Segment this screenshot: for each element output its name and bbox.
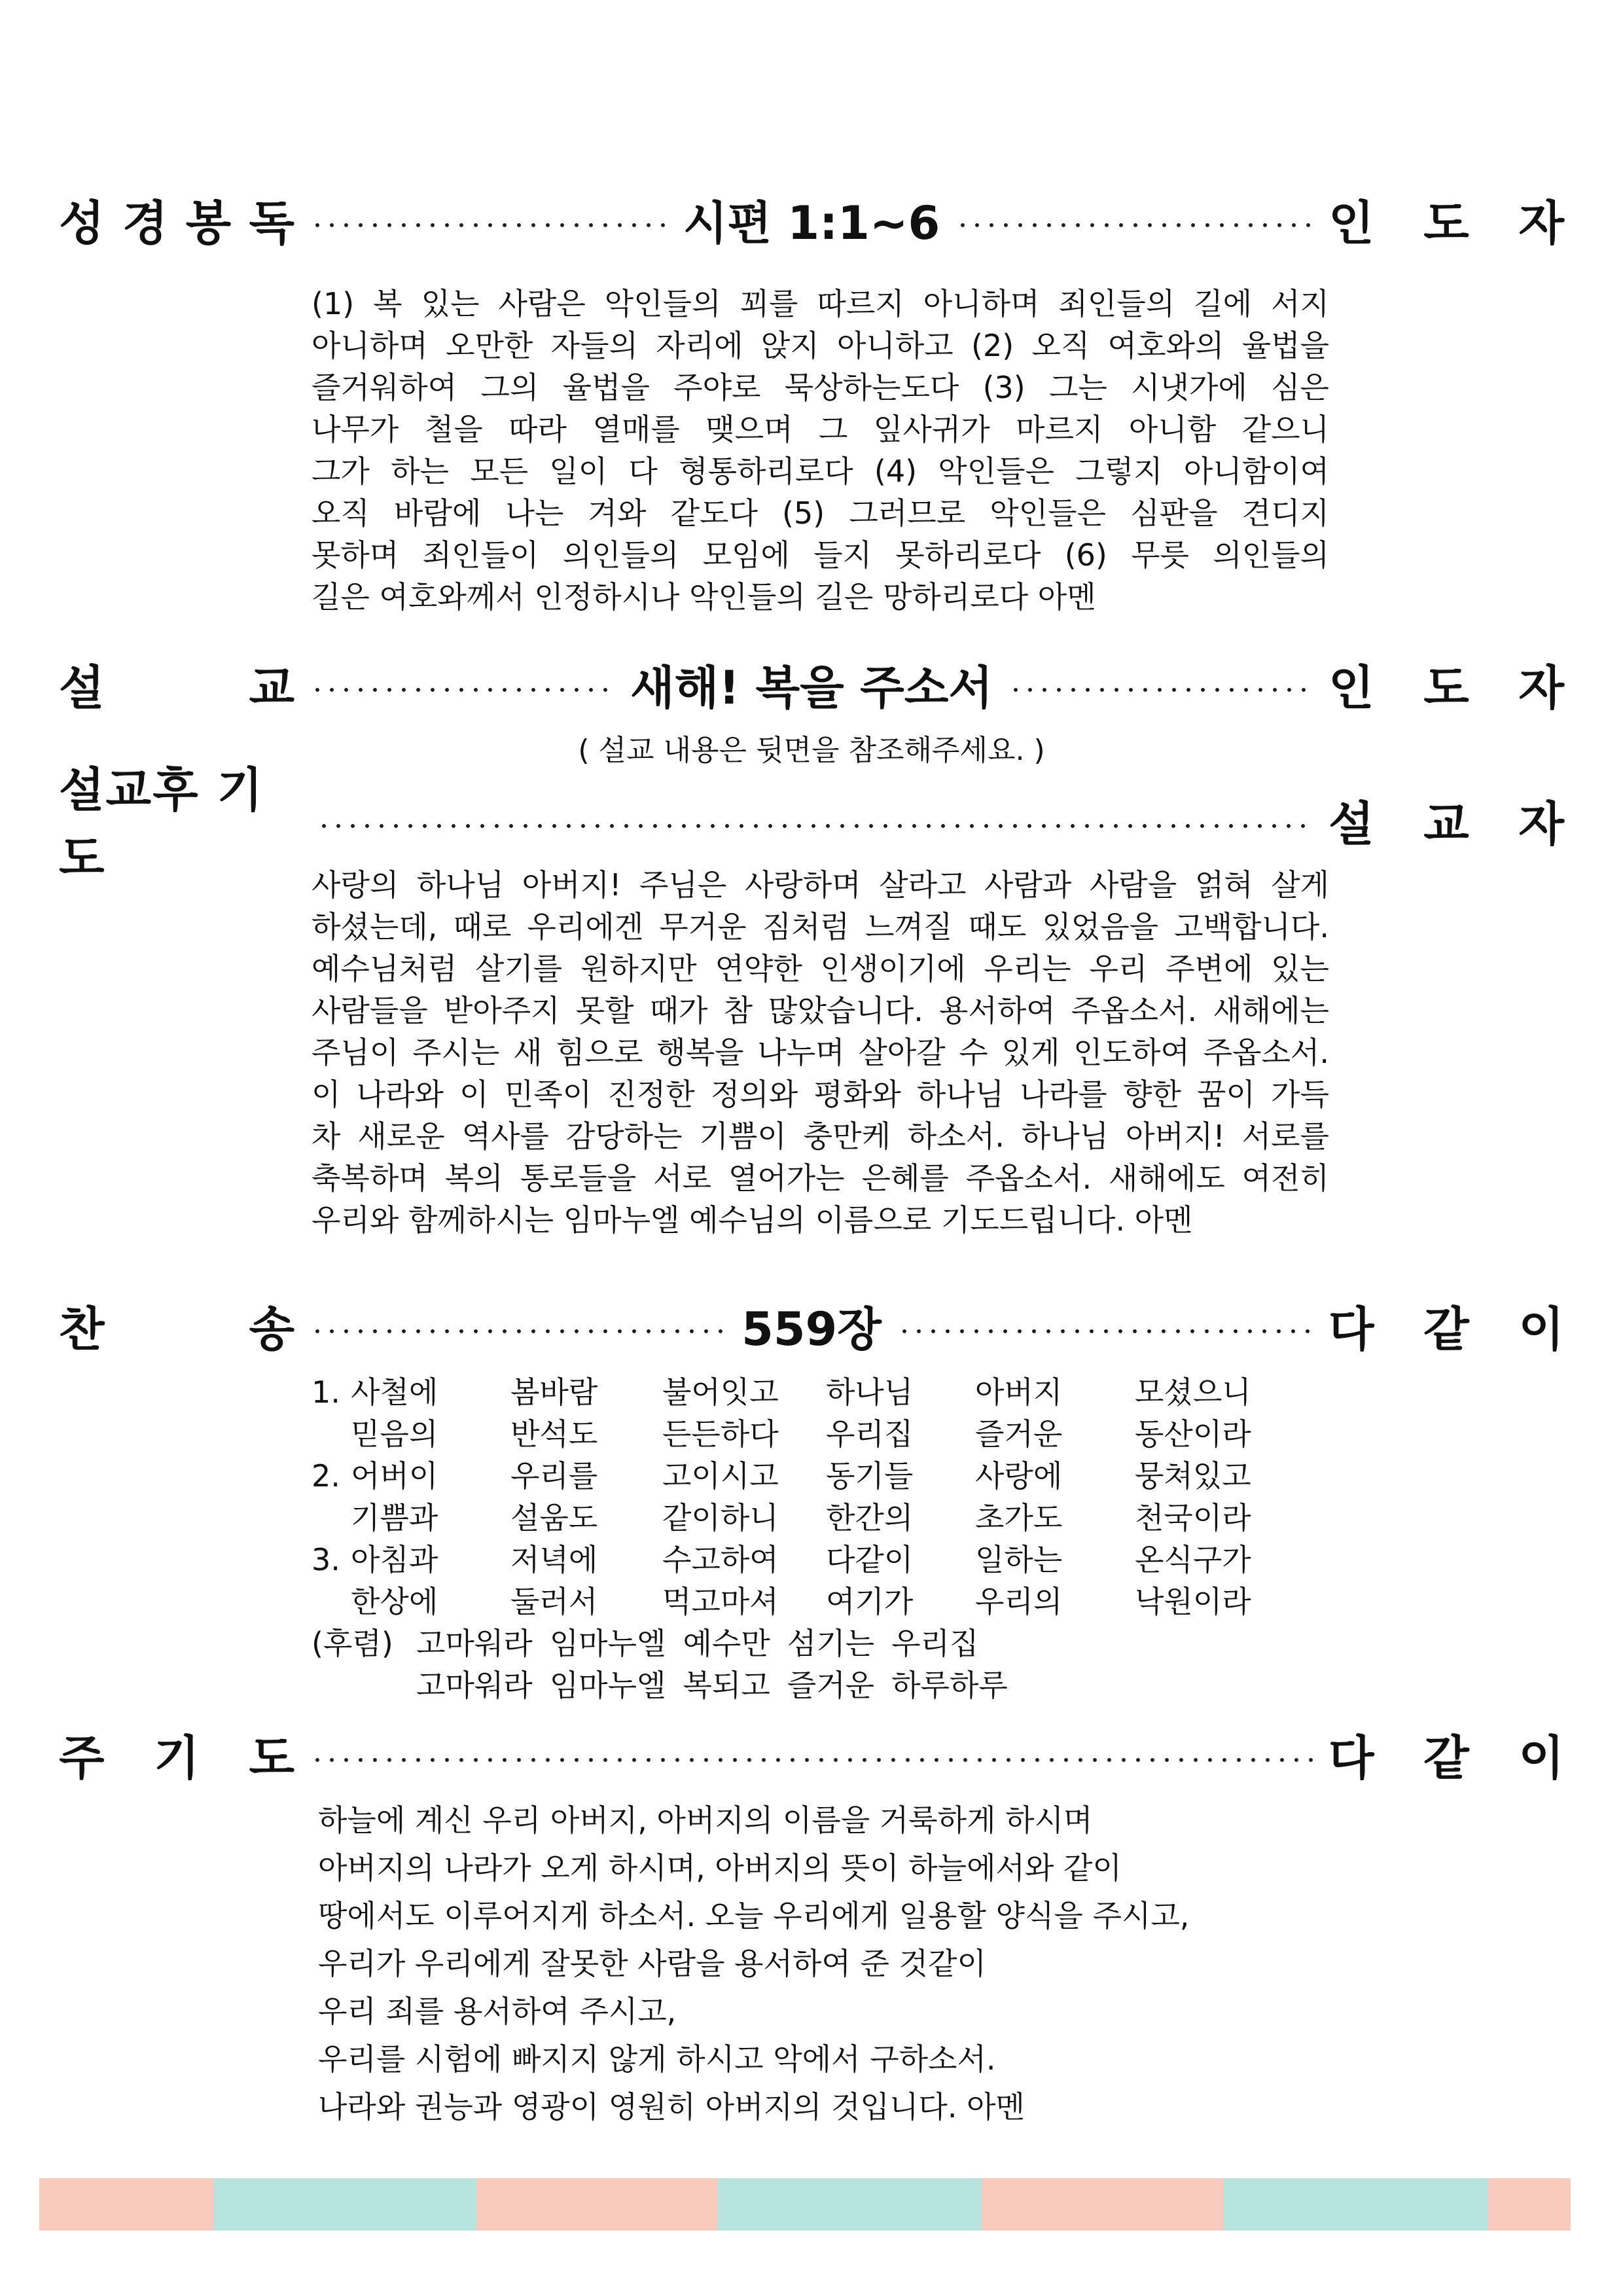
hymn-header [59, 1289, 1564, 1361]
reading-title: 시편 1:1~6 [683, 196, 940, 250]
text-line: 이 나라와 이 민족이 진정한 정의와 평화와 하나님 나라를 향한 꿈이 가득 [312, 1077, 1329, 1112]
reading-text [312, 283, 1329, 618]
hymn-line: 1. 사철에 봄바람 불어잇고 하나님 아버지 모셨으니 [312, 1371, 1359, 1413]
hymn-line: 한상에 둘러서 먹고마셔 여기가 우리의 낙원이라 [351, 1584, 1251, 1619]
reading-label: 성 경 봉 독 [59, 196, 294, 251]
prayer-text [312, 864, 1329, 1241]
reading-header [59, 183, 1564, 255]
text-line: 길은 여호와께서 인정하시나 악인들의 길은 망하리로다 아멘 [312, 579, 1096, 615]
hymn-lyrics [312, 1371, 1359, 1706]
lords-prayer-header [59, 1718, 1564, 1790]
footer-band-pink [476, 2178, 717, 2231]
text-line: 예수님처럼 살기를 원하지만 연약한 인생이기에 우리는 우리 주변에 있는 [312, 951, 1329, 986]
footer-band-mint [1224, 2178, 1488, 2231]
verse-number: 2. [312, 1458, 340, 1494]
dot-leader [310, 223, 668, 228]
hymn-line: 기쁨과 설움도 같이하니 한간의 초가도 천국이라 [351, 1500, 1251, 1535]
sermon-note: ( 설교 내용은 뒷면을 참조해주세요. ) [578, 734, 1045, 767]
text-line: 아니하며 오만한 자들의 자리에 앉지 아니하고 (2) 오직 여호와의 율법을 [312, 328, 1329, 363]
dot-leader [1008, 687, 1313, 692]
text-line: 나무가 철을 따라 열매를 맺으며 그 잎사귀가 마르지 아니함 같으니 [312, 412, 1329, 447]
lords-prayer-leader: 다 같 이 [1329, 1731, 1564, 1785]
text-line: 축복하며 복의 통로들을 서로 열어가는 은혜를 주옵소서. 새해에도 여전히 [312, 1160, 1329, 1196]
text-line: 나라와 권능과 영광이 영원히 아버지의 것입니다. 아멘 [318, 2089, 1025, 2125]
dot-leader [310, 687, 615, 692]
lords-prayer-text [318, 1797, 1365, 2131]
sermon-header [59, 648, 1564, 720]
prayer-label: 설교후 기도 [59, 762, 264, 886]
text-line: 그가 하는 모든 일이 다 형통하리로다 (4) 악인들은 그렇지 아니함이여 [312, 454, 1329, 489]
reading-leader: 인 도 자 [1329, 196, 1564, 251]
hymn-line: 믿음의 반석도 든든하다 우리집 즐거운 동산이라 [351, 1416, 1251, 1452]
text-line: 우리와 함께하시는 임마누엘 예수님의 이름으로 기도드립니다. 아멘 [312, 1202, 1193, 1238]
text-line: 못하며 죄인들이 의인들의 모임에 들지 못하리로다 (6) 무릇 의인들의 [312, 537, 1329, 573]
hymn-line: 3. 아침과 저녁에 수고하여 다같이 일하는 온식구가 [312, 1539, 1359, 1581]
text-line: 땅에서도 이루어지게 하소서. 오늘 우리에게 일용할 양식을 주시고, [318, 1898, 1190, 1933]
dot-leader [310, 1329, 726, 1334]
text-line: 하셨는데, 때로 우리에겐 무거운 짐처럼 느껴질 때도 있었음을 고백합니다. [312, 909, 1329, 944]
text-line: 사랑의 하나님 아버지! 주님은 사랑하며 살라고 사람과 사람을 얽혀 살게 [312, 867, 1329, 903]
sermon-leader: 인 도 자 [1329, 660, 1565, 715]
verse-number: 3. [312, 1542, 340, 1577]
lords-prayer-label: 주 기 도 [59, 1731, 294, 1785]
text-line: 우리 죄를 용서하여 주시고, [318, 1994, 677, 2029]
text-line: 우리가 우리에게 잘못한 사람을 용서하여 준 것같이 [318, 1946, 986, 1981]
hymn-line: 2. 어버이 우리를 고이시고 동기들 사랑에 뭉쳐있고 [312, 1455, 1359, 1497]
verse-number: 1. [312, 1374, 340, 1410]
text-line: 주님이 주시는 새 힘으로 행복을 나누며 살아갈 수 있게 인도하여 주옵소서. [312, 1035, 1329, 1070]
sermon-label: 설 교 [59, 660, 294, 715]
text-line: 즐거워하여 그의 율법을 주야로 묵상하는도다 (3) 그는 시냇가에 심은 [312, 370, 1329, 405]
dot-leader [310, 1757, 1313, 1763]
sermon-title: 새해! 복을 주소서 [630, 660, 993, 715]
text-line: 하늘에 계신 우리 아버지, 아버지의 이름을 거룩하게 하시며 [318, 1803, 1093, 1838]
dot-leader [317, 823, 1313, 829]
dot-leader [955, 223, 1313, 228]
hymn-leader: 다 같 이 [1329, 1302, 1564, 1357]
footer-band-pink [1488, 2178, 1571, 2231]
prayer-leader: 설 교 자 [1329, 797, 1564, 852]
footer-band-pink [39, 2178, 213, 2231]
footer-band-mint [213, 2178, 476, 2231]
refrain-label: (후렴) [312, 1626, 393, 1661]
text-line: 오직 바람에 나는 겨와 같도다 (5) 그러므로 악인들은 심판을 견디지 [312, 495, 1329, 531]
text-line: (1) 복 있는 사람은 악인들의 꾀를 따르지 아니하며 죄인들의 길에 서지 [312, 286, 1329, 321]
text-line: 사람들을 받아주지 못할 때가 참 많았습니다. 용서하여 주옵소서. 새해에는 [312, 993, 1329, 1028]
hymn-label: 찬 송 [59, 1302, 294, 1357]
text-line: 우리를 시험에 빠지지 않게 하시고 악에서 구하소서. [318, 2041, 996, 2077]
hymn-refrain-line: (후렴) 고마워라 임마누엘 예수만 섬기는 우리집 [312, 1623, 1359, 1664]
text-line: 차 새로운 역사를 감당하는 기쁨이 충만케 하소서. 하나님 아버지! 서로를 [312, 1119, 1329, 1154]
hymn-title: 559장 [741, 1302, 882, 1356]
footer-band-mint [717, 2178, 982, 2231]
dot-leader [897, 1329, 1313, 1334]
text-line: 아버지의 나라가 오게 하시며, 아버지의 뜻이 하늘에서와 같이 [318, 1850, 1122, 1886]
hymn-refrain-line: 고마워라 임마누엘 복되고 즐거운 하루하루 [416, 1668, 1008, 1703]
footer-band-pink [982, 2178, 1224, 2231]
